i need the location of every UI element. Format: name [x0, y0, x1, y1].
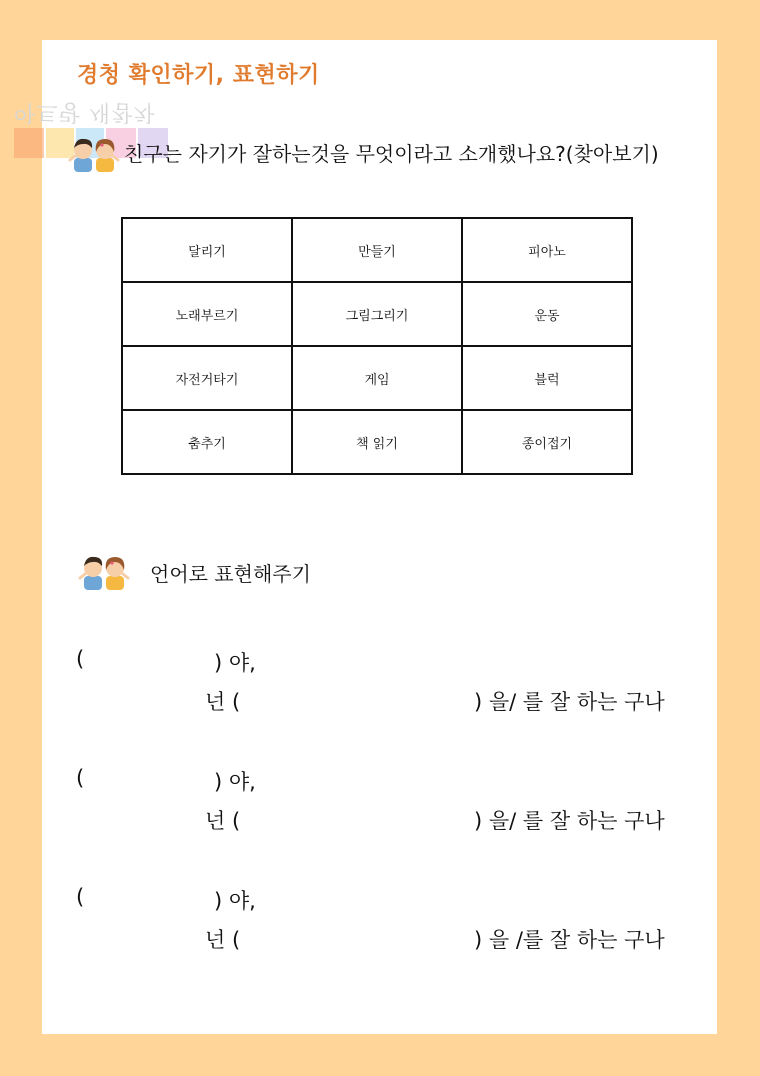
section-title: 언어로 표현해주기	[150, 562, 311, 586]
blank-open-paren: (	[76, 766, 85, 790]
table-cell: 그림그리기	[292, 282, 462, 346]
activity-table	[121, 217, 633, 475]
table-cell: 자전거타기	[122, 346, 292, 410]
kids-waving-icon	[66, 134, 122, 174]
blank-open-paren: (	[76, 647, 85, 671]
table-cell: 노래부르기	[122, 282, 292, 346]
blank-tail: ) 을 /를 잘 하는 구나	[474, 928, 665, 952]
table-cell: 게임	[292, 346, 462, 410]
blank-name-close: ) 야,	[214, 770, 256, 794]
table-cell: 만들기	[292, 218, 462, 282]
table-row	[122, 282, 632, 346]
page-title: 경청 확인하기, 표현하기	[77, 63, 320, 88]
table-cell: 피아노	[462, 218, 632, 282]
table-row	[122, 346, 632, 410]
blank-open-paren: (	[76, 885, 85, 909]
table-cell: 책 읽기	[292, 410, 462, 474]
question-text: 친구는 자기가 잘하는것을 무엇이라고 소개했나요?(찾아보기)	[124, 142, 659, 166]
blank-name-close: ) 야,	[214, 651, 256, 675]
table-row	[122, 410, 632, 474]
table-cell: 종이접기	[462, 410, 632, 474]
table-cell: 운동	[462, 282, 632, 346]
blank-neon: 넌 (	[205, 690, 241, 714]
table-cell: 달리기	[122, 218, 292, 282]
table-cell: 춤추기	[122, 410, 292, 474]
table-row	[122, 218, 632, 282]
table-cell: 블럭	[462, 346, 632, 410]
watermark-logo-text: 아트랑 새참차	[14, 99, 156, 124]
blank-name-close: ) 야,	[214, 889, 256, 913]
blank-neon: 넌 (	[205, 809, 241, 833]
blank-tail: ) 을/ 를 잘 하는 구나	[474, 809, 665, 833]
kids-waving-icon	[76, 552, 132, 592]
worksheet-page	[42, 40, 717, 1034]
blank-neon: 넌 (	[205, 928, 241, 952]
blank-tail: ) 을/ 를 잘 하는 구나	[474, 690, 665, 714]
